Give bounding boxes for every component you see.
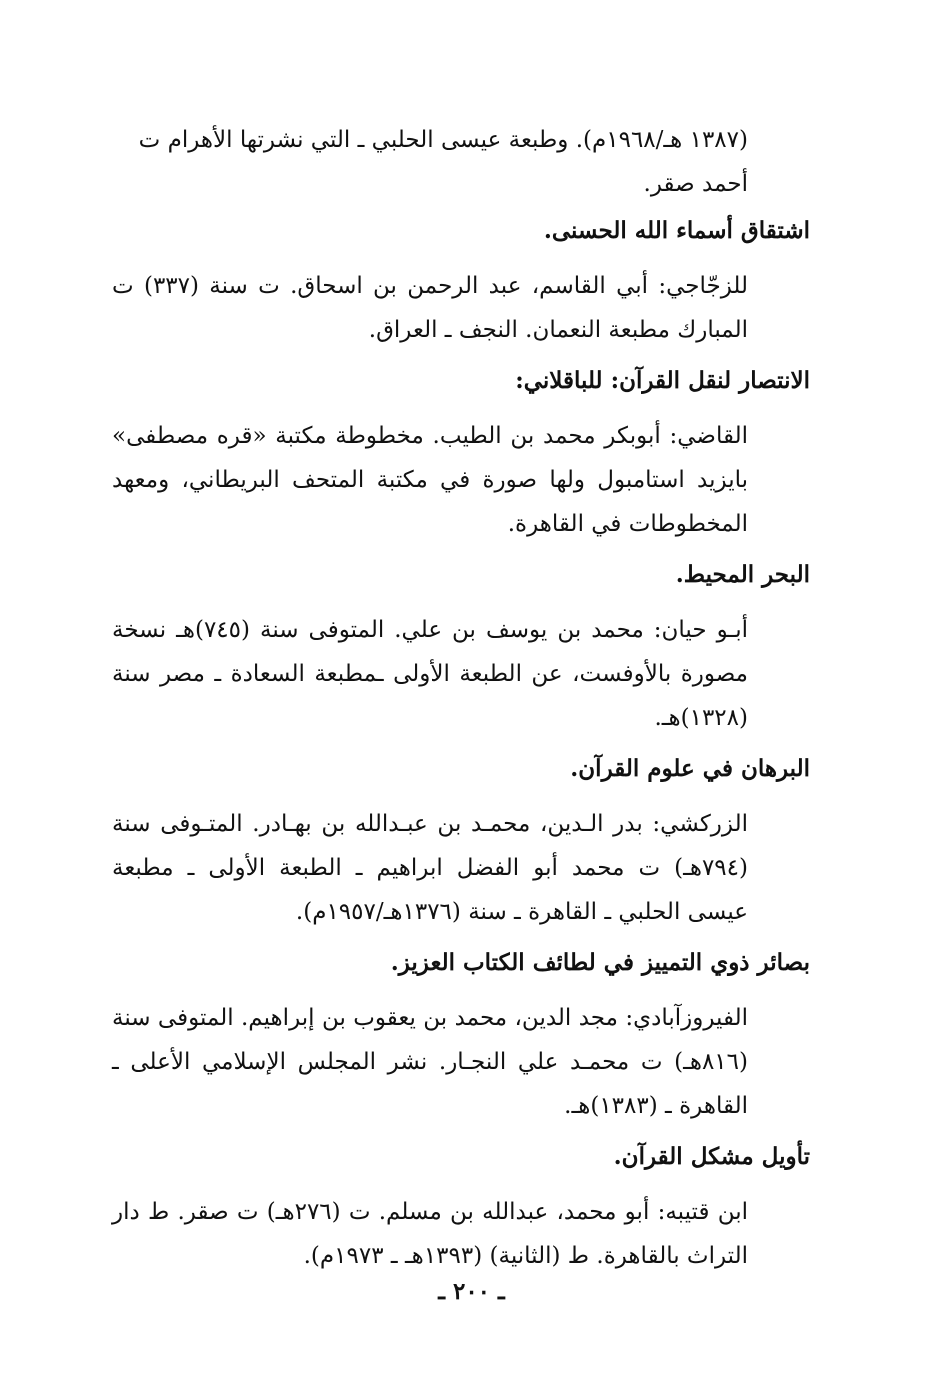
bibliography-page <box>100 118 810 1288</box>
entry-title: تأويل مشكل القرآن. <box>613 1143 810 1170</box>
entry-citation: القاضي: أبوبكر محمد بن الطيب. مخطوطة مكتبة «قره مصطفى» بايزيد استامبول ولها صورة في مكتبة المتحف البريطاني، ومعهد المخطوطات في القاهرة. <box>112 423 748 537</box>
entry-citation: الزركشي: بدر الـدين، محمـد بن عبـدالله بن بهـادر. المتـوفى سنة (٧٩٤هـ) ت محمد أبو الفضل ابراهيم ـ الطبعة الأولى ـ مطبعة عيسى الحلبي ـ القاهرة ـ سنة (١٣٧٦هـ/١٩٥٧م). <box>112 811 748 925</box>
bibliography-entry <box>100 362 810 546</box>
bibliography-entry <box>100 750 810 934</box>
page-number: ـ ٢٠٠ ـ <box>438 1278 505 1305</box>
continued-entry <box>100 118 810 206</box>
bibliography-entry <box>100 212 810 352</box>
entry-citation: أبـو حيان: محمد بن يوسف بن علي. المتوفى سنة (٧٤٥)هـ نسخة مصورة بالأوفست، عن الطبعة الأولى ـمطبعة السعادة ـ مصر سنة (١٣٢٨)هـ. <box>112 617 748 731</box>
entry-title: البحر المحيط. <box>675 561 810 588</box>
entry-title: بصائر ذوي التمييز في لطائف الكتاب العزيز. <box>390 949 810 976</box>
continued-entry-line-1: (١٣٨٧ هـ/١٩٦٨م). وطبعة عيسى الحلبي ـ التي نشرتها الأهرام ت <box>138 127 748 153</box>
entry-title: الانتصار لنقل القرآن: للباقلاني: <box>515 367 810 394</box>
continued-entry-line-2: أحمد صقر. <box>643 171 748 197</box>
entry-title: اشتقاق أسماء الله الحسنى. <box>543 217 810 244</box>
entry-citation: للزجّاجي: أبي القاسم، عبد الرحمن بن اسحاق. ت سنة (٣٣٧) ت المبارك مطبعة النعمان. النجف ـ العراق. <box>112 273 749 343</box>
bibliography-entry <box>100 1138 810 1278</box>
entry-title: البرهان في علوم القرآن. <box>570 755 810 782</box>
entry-citation: ابن قتيبه: أبو محمد، عبدالله بن مسلم. ت (٢٧٦هـ) ت صقر. ط دار التراث بالقاهرة. ط (الثانية) (١٣٩٣هـ ـ ١٩٧٣م). <box>112 1199 748 1269</box>
entry-citation: الفيروزآبادي: مجد الدين، محمد بن يعقوب بن إبراهيم. المتوفى سنة (٨١٦هـ) ت محمـد علي النجـار. نشر المجلس الإسلامي الأعلى ـ القاهرة ـ (١٣٨٣)هـ. <box>112 1005 748 1119</box>
bibliography-entry <box>100 556 810 740</box>
bibliography-entry <box>100 944 810 1128</box>
